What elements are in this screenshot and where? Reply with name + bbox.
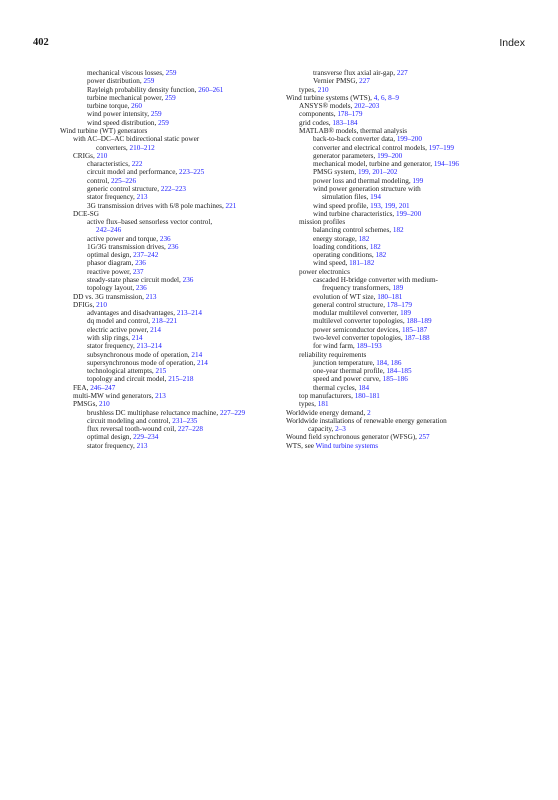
entry-term: capacity, — [308, 425, 336, 434]
entry-term: CRIGs, — [73, 151, 97, 160]
page-reference-link[interactable]: 2 — [367, 408, 371, 417]
index-entry — [286, 334, 524, 342]
entry-term: frequency transformers, — [322, 284, 393, 293]
entry-term: mechanical model, turbine and generator, — [313, 160, 434, 169]
entry-term: multilevel converter topologies, — [313, 317, 407, 326]
index-entry — [286, 127, 524, 135]
entry-term: simulation files, — [322, 193, 371, 202]
entry-term: Wound field synchronous generator (WFSG), — [286, 433, 419, 442]
entry-term: Wind turbine (WT) generators — [60, 126, 148, 135]
index-entry — [286, 77, 524, 85]
page-reference-link[interactable]: 210–212 — [129, 143, 155, 152]
page-reference-link[interactable]: 199 — [412, 176, 424, 185]
page-reference-link[interactable]: 178–179 — [386, 300, 412, 309]
index-column-left — [60, 69, 282, 450]
entry-term: circuit modeling and control, — [87, 416, 173, 425]
index-entry — [60, 251, 282, 259]
entry-term: stator frequency, — [87, 441, 137, 450]
page-reference-link[interactable]: 259 — [150, 110, 162, 119]
entry-term: DCE-SG — [73, 209, 99, 218]
page-reference-link[interactable]: 213–214 — [176, 309, 202, 318]
index-entry — [60, 309, 282, 317]
index-entry — [286, 293, 524, 301]
index-entry — [286, 102, 524, 110]
index-entry — [286, 326, 524, 334]
entry-term: wind speed profile, — [313, 201, 371, 210]
page-reference-link[interactable]: 236 — [135, 259, 146, 268]
index-entry — [286, 425, 524, 433]
page-reference-link[interactable]: 184–185 — [386, 367, 412, 376]
index-entry — [286, 301, 524, 309]
page-reference-link[interactable]: 2–3 — [335, 425, 346, 434]
entry-term: Rayleigh probability density function, — [87, 85, 199, 94]
page-reference-link[interactable]: 214 — [150, 325, 161, 334]
index-entry — [60, 400, 282, 408]
index-entry — [60, 168, 282, 176]
page-reference-link[interactable]: 187–188 — [404, 334, 430, 342]
page-reference-link[interactable]: 210 — [96, 151, 108, 160]
page-reference-link[interactable]: 210 — [317, 85, 329, 94]
entry-term: turbine mechanical power, — [87, 93, 165, 102]
page-reference-link[interactable]: 199–200 — [377, 151, 403, 160]
index-entry — [286, 185, 524, 193]
index-entry — [60, 268, 282, 276]
page-reference-link[interactable]: 218–221 — [151, 317, 178, 326]
index-entry — [60, 86, 282, 94]
entry-term: 1G/3G transmission drives, — [87, 242, 168, 251]
index-entry — [60, 342, 282, 350]
index-entry — [286, 351, 524, 359]
index-entry — [60, 226, 282, 234]
entry-term: loading conditions, — [313, 242, 370, 251]
page-reference-link[interactable]: 225–226 — [110, 176, 137, 185]
index-entry — [286, 177, 524, 185]
page-reference-link[interactable]: 194 — [370, 193, 381, 202]
index-entry — [60, 193, 282, 201]
index-entry — [60, 334, 282, 342]
entry-term: stator frequency, — [87, 193, 137, 202]
page-reference-link[interactable]: 184, 186 — [376, 358, 402, 367]
index-entry — [286, 384, 524, 392]
entry-term: operating conditions, — [313, 251, 376, 260]
page-reference-link[interactable]: 199, 201–202 — [357, 168, 398, 177]
page-reference-link[interactable]: 185–186 — [382, 375, 408, 384]
entry-term: converter and electrical control models, — [313, 143, 429, 152]
page-reference-link[interactable]: 197–199 — [428, 143, 454, 152]
page-reference-link[interactable]: 237 — [132, 267, 144, 276]
index-entry — [286, 442, 524, 450]
page-reference-link[interactable]: 259 — [164, 93, 176, 102]
index-entry — [60, 235, 282, 243]
page-reference-link[interactable]: 215–218 — [168, 375, 194, 384]
page-reference-link[interactable]: 213 — [136, 441, 148, 450]
index-entry — [60, 160, 282, 168]
page-reference-link[interactable]: 236 — [159, 234, 171, 243]
index-entry — [286, 144, 524, 152]
page-reference-link[interactable]: 259 — [165, 69, 177, 77]
index-entry — [60, 135, 282, 143]
index-entry — [286, 152, 524, 160]
page-reference-link[interactable]: 246–247 — [90, 383, 116, 392]
entry-term: converters, — [96, 143, 130, 152]
page-reference-link[interactable]: 221 — [225, 201, 237, 210]
index-entry — [286, 210, 524, 218]
entry-term: power electronics — [299, 267, 350, 276]
index-entry — [286, 110, 524, 118]
index-entry — [286, 226, 524, 234]
entry-term: components, — [299, 110, 338, 119]
entry-term: technological attempts, — [87, 367, 156, 376]
index-entry — [286, 193, 524, 201]
page-reference-link[interactable]: 178–179 — [337, 110, 363, 119]
page-reference-link[interactable]: 260–261 — [198, 85, 224, 94]
entry-term: wind speed, — [313, 259, 350, 268]
index-entry — [60, 301, 282, 309]
entry-term: control, — [87, 176, 111, 185]
entry-term: balancing control schemes, — [313, 226, 393, 235]
index-entry — [60, 433, 282, 441]
entry-term: supersynchronous mode of operation, — [87, 358, 197, 367]
entry-term: active power and torque, — [87, 234, 160, 243]
index-entry — [286, 168, 524, 176]
index-entry — [286, 160, 524, 168]
entry-term: 3G transmission drives with 6/8 pole machines, — [87, 201, 226, 210]
page-reference-link[interactable]: 180–181 — [377, 292, 403, 301]
index-entry — [286, 135, 524, 143]
index-entry — [286, 69, 524, 77]
page-reference-link[interactable]: 189–193 — [356, 342, 382, 351]
page-reference-link[interactable]: 260 — [131, 102, 142, 111]
page-reference-link[interactable]: 223–225 — [179, 168, 205, 177]
page-reference-link[interactable]: 259 — [158, 118, 169, 127]
entry-term: flux reversal tooth-wound coil, — [87, 425, 178, 434]
page-reference-link[interactable]: 182 — [358, 234, 370, 243]
index-entry — [60, 110, 282, 118]
entry-term: evolution of WT size, — [313, 292, 378, 301]
entry-term: subsynchronous mode of operation, — [87, 350, 192, 359]
entry-term: types, — [299, 85, 318, 94]
index-entry — [60, 417, 282, 425]
page-reference-link[interactable]: 236 — [182, 276, 194, 285]
entry-term: for wind farm, — [313, 342, 357, 351]
page-reference-link[interactable]: 194–196 — [433, 160, 460, 169]
page-reference-link[interactable]: 184 — [358, 383, 370, 392]
index-entry — [60, 94, 282, 102]
index-entry — [60, 425, 282, 433]
entry-term: topology and circuit model, — [87, 375, 169, 384]
index-entry — [60, 218, 282, 226]
index-entry — [286, 276, 524, 284]
entry-term: wind speed distribution, — [87, 118, 159, 127]
page-reference-link[interactable]: 236 — [135, 284, 147, 293]
entry-term: with slip rings, — [87, 334, 132, 342]
entry-term: WTS, see — [286, 441, 316, 450]
page-reference-link[interactable]: 227–229 — [219, 408, 246, 417]
entry-term: generic control structure, — [87, 184, 161, 193]
index-entry — [60, 77, 282, 85]
index-entry — [286, 94, 524, 102]
page-reference-link[interactable]: 182 — [392, 226, 404, 235]
page-reference-link[interactable]: 222 — [131, 160, 143, 169]
entry-term: energy storage, — [313, 234, 359, 243]
entry-term: generator parameters, — [313, 151, 378, 160]
page-reference-link[interactable]: 181 — [317, 400, 329, 409]
page-reference-link[interactable]: 236 — [167, 242, 179, 251]
entry-term: wind power intensity, — [87, 110, 151, 119]
index-entry — [286, 243, 524, 251]
entry-term: DD vs. 3G transmission, — [73, 292, 146, 301]
index-entry — [60, 119, 282, 127]
index-entry — [60, 409, 282, 417]
page-reference-link[interactable]: 4, 6, 8–9 — [373, 93, 399, 102]
entry-term: optimal design, — [87, 433, 134, 442]
page-reference-link[interactable]: 188–189 — [406, 317, 432, 326]
index-entry — [60, 185, 282, 193]
page-reference-link[interactable]: 202–203 — [354, 102, 380, 111]
entry-term: mechanical viscous losses, — [87, 69, 166, 77]
page-reference-link[interactable]: 215 — [155, 367, 167, 376]
entry-term: transverse flux axial air-gap, — [313, 69, 397, 77]
page-reference-link[interactable]: 213–214 — [136, 342, 162, 351]
index-entry — [286, 202, 524, 210]
page-reference-link[interactable]: 180–181 — [354, 391, 380, 400]
entry-term: two-level converter topologies, — [313, 334, 405, 342]
index-entry — [286, 409, 524, 417]
index-entry — [286, 433, 524, 441]
index-entry — [60, 276, 282, 284]
index-entry — [286, 342, 524, 350]
entry-term: turbine torque, — [87, 102, 132, 111]
index-entry — [60, 243, 282, 251]
index-entry — [286, 284, 524, 292]
index-entry — [60, 202, 282, 210]
page-reference-link[interactable]: 237–242 — [133, 251, 159, 260]
index-entry — [60, 392, 282, 400]
index-entry — [60, 442, 282, 450]
entry-term: types, — [299, 400, 318, 409]
index-entry — [60, 177, 282, 185]
entry-term: steady-state phase circuit model, — [87, 276, 183, 285]
page-reference-link[interactable]: 227–228 — [177, 425, 203, 434]
page-reference-link[interactable]: 227 — [396, 69, 408, 77]
index-entry — [60, 359, 282, 367]
page-reference-link[interactable]: 199–200 — [396, 135, 422, 144]
index-entry — [286, 259, 524, 267]
index-entry — [60, 259, 282, 267]
entry-term: wind turbine characteristics, — [313, 209, 397, 218]
page-reference-link[interactable]: 181–182 — [349, 259, 375, 268]
entry-term: brushless DC multiphase reluctance machine, — [87, 408, 220, 417]
entry-term: dq model and control, — [87, 317, 152, 326]
entry-term: circuit model and performance, — [87, 168, 179, 177]
index-entry — [60, 367, 282, 375]
index-entry — [60, 127, 282, 135]
section-title: Index — [499, 37, 525, 49]
index-entry — [286, 359, 524, 367]
running-header — [33, 37, 525, 51]
entry-term: reactive power, — [87, 267, 133, 276]
index-entry — [286, 317, 524, 325]
entry-term: topology layout, — [87, 284, 136, 293]
page-reference-link[interactable]: 214 — [197, 358, 208, 367]
page-reference-link[interactable]: 182 — [369, 242, 381, 251]
index-entry — [286, 268, 524, 276]
entry-term: modular multilevel converter, — [313, 309, 401, 318]
index-entry — [60, 326, 282, 334]
page-reference-link[interactable]: Wind turbine systems — [315, 441, 379, 450]
page-reference-link[interactable]: 189 — [392, 284, 404, 293]
entry-term: reliability requirements — [299, 350, 367, 359]
index-entry — [60, 351, 282, 359]
entry-term: ANSYS® models, — [299, 102, 355, 111]
page-reference-link[interactable]: 183–184 — [332, 118, 358, 127]
page-reference-link[interactable]: 257 — [418, 433, 430, 442]
page-reference-link[interactable]: 229–234 — [133, 433, 159, 442]
entry-term: characteristics, — [87, 160, 132, 169]
entry-term: Wind turbine systems (WTS), — [286, 93, 374, 102]
index-entry — [60, 144, 282, 152]
page-reference-link[interactable]: 259 — [143, 77, 155, 86]
page-reference-link[interactable]: 214 — [131, 334, 143, 342]
entry-term: DFIGs, — [73, 300, 97, 309]
index-entry — [286, 251, 524, 259]
entry-term: speed and power curve, — [313, 375, 383, 384]
index-entry — [60, 375, 282, 383]
page-reference-link[interactable]: 193, 199, 201 — [370, 201, 410, 210]
index-entry — [286, 367, 524, 375]
entry-term: general control structure, — [313, 300, 387, 309]
index-entry — [60, 293, 282, 301]
index-entry — [286, 86, 524, 94]
entry-term: Worldwide energy demand, — [286, 408, 368, 417]
entry-term: active flux–based sensorless vector control, — [87, 218, 213, 227]
entry-term: multi-MW wind generators, — [73, 391, 156, 400]
index-entry — [60, 317, 282, 325]
entry-term: power semiconductor devices, — [313, 325, 403, 334]
entry-term: Worldwide installations of renewable energy generation — [286, 416, 447, 425]
index-entry — [286, 235, 524, 243]
index-entry — [286, 392, 524, 400]
index-entry — [60, 152, 282, 160]
index-entry — [286, 119, 524, 127]
index-entry — [60, 384, 282, 392]
index-entry — [60, 102, 282, 110]
entry-term: PMSG system, — [313, 168, 358, 177]
index-entry — [286, 417, 524, 425]
page-reference-link[interactable]: 182 — [375, 251, 387, 260]
page-reference-link[interactable]: 199–200 — [396, 209, 422, 218]
page-reference-link[interactable]: 214 — [191, 350, 203, 359]
entry-term: optimal design, — [87, 251, 134, 260]
entry-term: one-year thermal profile, — [313, 367, 387, 376]
index-entry — [286, 309, 524, 317]
page-reference-link[interactable]: 213 — [136, 193, 148, 202]
entry-term: phasor diagram, — [87, 259, 136, 268]
entry-term: MATLAB® models, thermal analysis — [299, 126, 408, 135]
page-reference-link[interactable]: 189 — [400, 309, 411, 318]
page-reference-link[interactable]: 213 — [155, 391, 166, 400]
entry-term: grid codes, — [299, 118, 333, 127]
entry-term: with AC–DC–AC bidirectional static power — [73, 135, 200, 144]
entry-term: advantages and disadvantages, — [87, 309, 177, 318]
entry-term: FEA, — [73, 383, 91, 392]
entry-term: back-to-back converter data, — [313, 135, 397, 144]
page-reference-link[interactable]: 231–235 — [172, 416, 198, 425]
entry-term: power loss and thermal modeling, — [313, 176, 413, 185]
index-entry — [60, 284, 282, 292]
page-reference-link[interactable]: 210 — [98, 400, 110, 409]
entry-term: electric active power, — [87, 325, 151, 334]
index-entry — [286, 400, 524, 408]
entry-term: thermal cycles, — [313, 383, 359, 392]
entry-term: power distribution, — [87, 77, 144, 86]
page-reference-link[interactable]: 185–187 — [402, 325, 428, 334]
entry-term: Vernier PMSG, — [313, 77, 360, 86]
page-reference-link[interactable]: 227 — [359, 77, 370, 86]
index-entry — [286, 375, 524, 383]
entry-term: top manufacturers, — [299, 391, 355, 400]
index-entry — [60, 210, 282, 218]
entry-term: junction temperature, — [313, 358, 377, 367]
entry-term: PMSGs, — [73, 400, 99, 409]
page-reference-link[interactable]: 210 — [96, 300, 107, 309]
index-entry — [60, 69, 282, 77]
entry-term: stator frequency, — [87, 342, 137, 351]
page-reference-link[interactable]: 213 — [145, 292, 157, 301]
index-entry — [286, 218, 524, 226]
entry-term: wind power generation structure with — [313, 184, 421, 193]
entry-term: mission profiles — [299, 218, 346, 227]
entry-term: cascaded H-bridge converter with medium- — [313, 276, 438, 285]
page-number: 402 — [33, 37, 49, 48]
page-reference-link[interactable]: 222–223 — [160, 184, 186, 193]
index-column-right — [286, 69, 524, 450]
page-reference-link[interactable]: 242–246 — [96, 226, 122, 235]
